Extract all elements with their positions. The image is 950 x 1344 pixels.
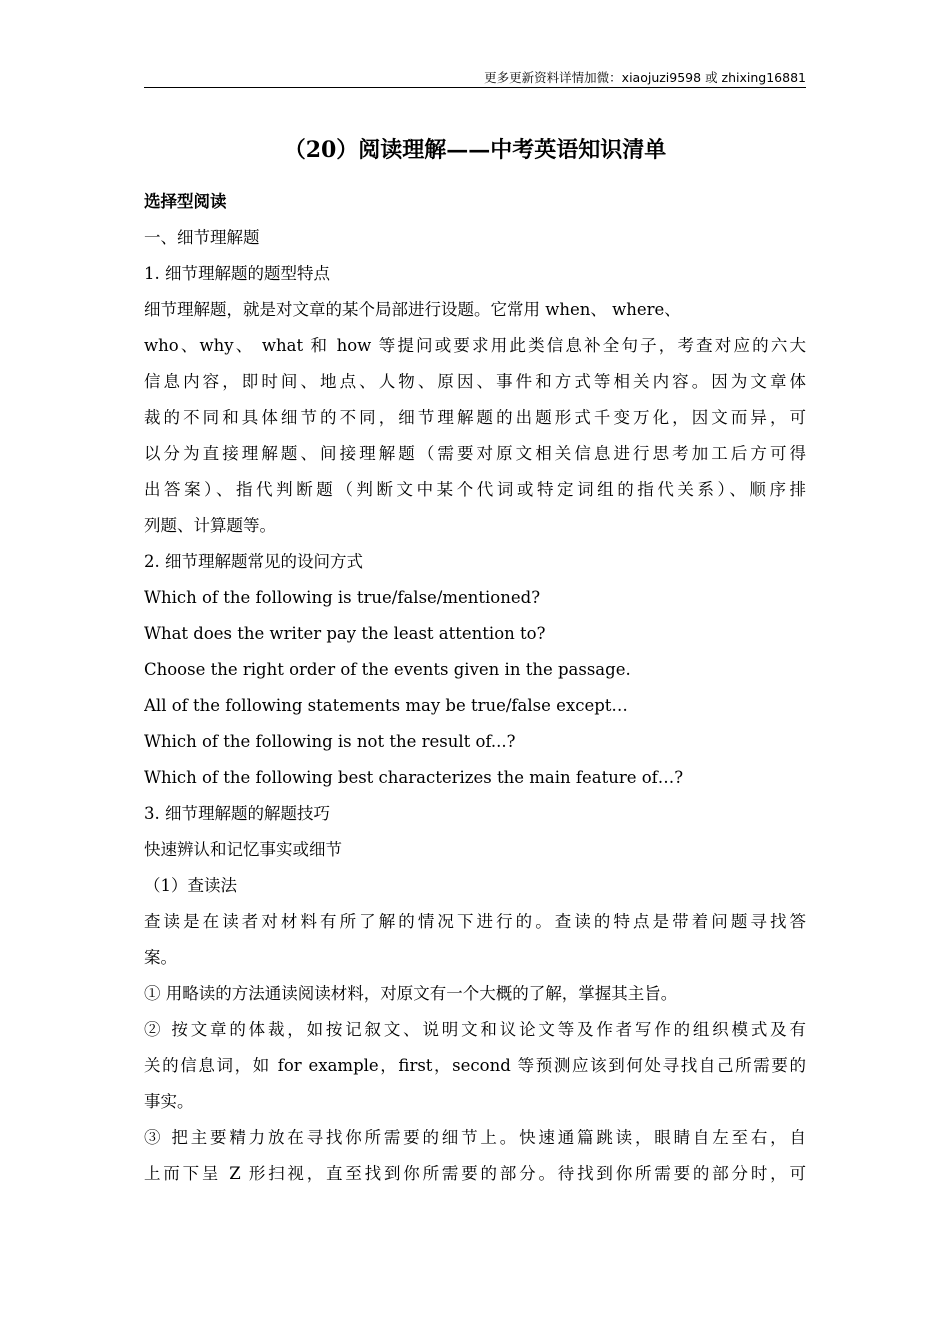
text-line: 案。 [144,948,177,967]
text-line: （1）查读法 [144,876,237,895]
text-line: 出答案）、指代判断题（判断文中某个代词或特定词组的指代关系）、顺序排 [144,480,806,499]
text-line: Which of the following is not the result of...? [144,732,516,751]
text-line: 一、细节理解题 [144,228,260,247]
text-line: ① 用略读的方法通读阅读材料，对原文有一个大概的了解，掌握其主旨。 [144,984,678,1003]
text-line: All of the following statements may be true/false except… [144,696,628,715]
document-body [144,184,806,1192]
text-line: 1. 细节理解题的题型特点 [144,264,330,283]
text-line: 2. 细节理解题常见的设问方式 [144,552,363,571]
header-divider [144,87,806,88]
text-line: 上而下呈 Z 形扫视，直至找到你所需要的部分。待找到你所需要的部分时，可 [144,1164,806,1183]
text-line: 事实。 [144,1092,194,1111]
document-title: （20）阅读理解——中考英语知识清单 [283,137,667,163]
text-line: 以分为直接理解题、间接理解题（需要对原文相关信息进行思考加工后方可得 [144,444,806,463]
text-line: 快速辨认和记忆事实或细节 [144,840,342,859]
section-heading: 选择型阅读 [144,192,227,211]
text-line: What does the writer pay the least attention to? [144,624,546,643]
text-line: 列题、计算题等。 [144,516,276,535]
text-line: 信息内容，即时间、地点、人物、原因、事件和方式等相关内容。因为文章体 [144,372,806,391]
page-header: 更多更新资料详情加微：xiaojuzi9598 或 zhixing16881 [484,70,806,85]
text-line: ③ 把主要精力放在寻找你所需要的细节上。快速通篇跳读，眼睛自左至右，自 [144,1128,806,1147]
text-line: 3. 细节理解题的解题技巧 [144,804,330,823]
text-line: Which of the following best characterizes the main feature of…? [144,768,684,787]
text-line: 关的信息词，如 for example，first，second 等预测应该到何处寻找自己所需要的 [144,1056,806,1075]
text-line: 查读是在读者对材料有所了解的情况下进行的。查读的特点是带着问题寻找答 [144,912,806,931]
text-line: 细节理解题，就是对文章的某个局部进行设题。它常用 when、 where、 [144,300,681,319]
text-line: ② 按文章的体裁，如按记叙文、说明文和议论文等及作者写作的组织模式及有 [144,1020,806,1039]
text-line: 裁的不同和具体细节的不同，细节理解题的出题形式千变万化，因文而异，可 [144,408,806,427]
text-line: Which of the following is true/false/mentioned? [144,588,541,607]
text-line: Choose the right order of the events given in the passage. [144,660,631,679]
text-line: who、why、 what 和 how 等提问或要求用此类信息补全句子，考查对应的六大 [144,336,806,355]
